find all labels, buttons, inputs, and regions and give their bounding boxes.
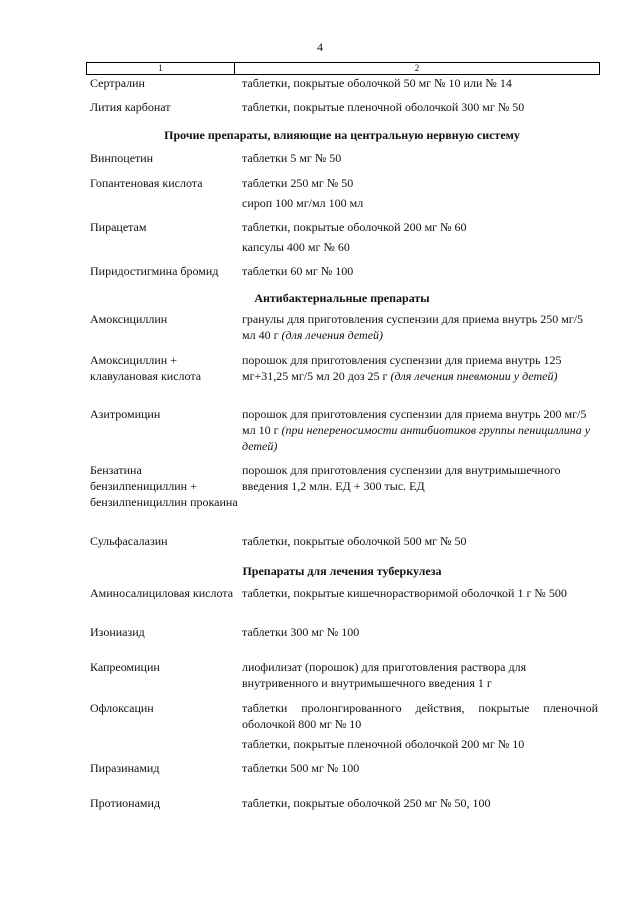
usage-note: (для лечения детей) bbox=[281, 328, 384, 342]
section-heading-tuberculosis: Препараты для лечения туберкулеза bbox=[242, 564, 442, 578]
drug-form: лиофилизат (порошок) для приготовления раствора для внутривенного и внутримышечного введения 1 г bbox=[242, 660, 527, 690]
drug-name: Капреомицин bbox=[90, 660, 160, 674]
drug-form: таблетки 5 мг № 50 bbox=[242, 151, 342, 165]
drug-name: Изониазид bbox=[90, 625, 145, 639]
drug-form: таблетки, покрытые пленочной оболочкой 300 мг № 50 bbox=[242, 100, 525, 114]
drug-name: Винпоцетин bbox=[90, 151, 154, 165]
drug-name: Азитромицин bbox=[90, 407, 161, 421]
drug-name: Сульфасалазин bbox=[90, 534, 168, 548]
usage-note: (для лечения пневмонии у детей) bbox=[390, 369, 558, 383]
drug-form: порошок для приготовления суспензии для приема внутрь 125 мг+31,25 мг/5 мл 20 доз 25 г (для лечения пневмонии у детей) bbox=[242, 353, 562, 383]
drug-name: Лития карбонат bbox=[90, 100, 171, 114]
drug-name: Амоксициллин + клавулановая кислота bbox=[90, 353, 202, 383]
drug-form: гранулы для приготовления суспензии для приема внутрь 250 мг/5 мл 40 г (для лечения детей) bbox=[242, 312, 584, 342]
drug-name: Офлоксацин bbox=[90, 701, 154, 715]
table-column-header bbox=[86, 62, 600, 75]
drug-form: порошок для приготовления суспензии для внутримышечного введения 1,2 млн. ЕД + 300 тыс. ЕД bbox=[242, 463, 561, 493]
section-heading-antibacterial: Антибактериальные препараты bbox=[254, 291, 430, 305]
usage-note: (при непереносимости антибиотиков группы пенициллина у детей) bbox=[242, 423, 591, 453]
drug-name: Амоксициллин bbox=[90, 312, 168, 326]
drug-form: таблетки 250 мг № 50 сироп 100 мг/мл 100 мл bbox=[242, 176, 364, 210]
drug-form: таблетки, покрытые оболочкой 500 мг № 50 bbox=[242, 534, 467, 548]
drug-form: таблетки 300 мг № 100 bbox=[242, 625, 360, 639]
drug-name: Бензатина бензилпенициллин + бензилпенициллин прокаина bbox=[90, 463, 238, 509]
drug-name: Пирацетам bbox=[90, 220, 147, 234]
section-heading-cns: Прочие препараты, влияющие на центральную нервную систему bbox=[164, 128, 520, 142]
drug-form: таблетки, покрытые оболочкой 200 мг № 60 капсулы 400 мг № 60 bbox=[242, 220, 467, 254]
page-number: 4 bbox=[317, 40, 323, 54]
drug-form: таблетки, покрытые оболочкой 50 мг № 10 или № 14 bbox=[242, 76, 512, 90]
drug-name: Аминосалициловая кислота bbox=[90, 586, 234, 600]
drug-name: Сертралин bbox=[90, 76, 145, 90]
drug-name: Пиридостигмина бромид bbox=[90, 264, 219, 278]
drug-name: Протионамид bbox=[90, 796, 161, 810]
drug-form: таблетки пролонгированного действия, покрытые пленочной оболочкой 800 мг № 10 таблетки, покрытые пленочной оболочкой 200 мг № 10 bbox=[242, 701, 598, 751]
drug-form: таблетки, покрытые кишечнорастворимой оболочкой 1 г № 500 bbox=[242, 586, 567, 600]
drug-form: порошок для приготовления суспензии для приема внутрь 200 мг/5 мл 10 г (при непереносимости антибиотиков группы пенициллина у детей) bbox=[242, 407, 591, 453]
column-2-label: 2 bbox=[414, 63, 420, 73]
drug-form: таблетки 500 мг № 100 bbox=[242, 761, 360, 775]
drug-name: Гопантеновая кислота bbox=[90, 176, 203, 190]
drug-form: таблетки 60 мг № 100 bbox=[242, 264, 354, 278]
drug-name: Пиразинамид bbox=[90, 761, 160, 775]
drug-form: таблетки, покрытые оболочкой 250 мг № 50, 100 bbox=[242, 796, 491, 810]
column-1-label: 1 bbox=[87, 63, 235, 74]
